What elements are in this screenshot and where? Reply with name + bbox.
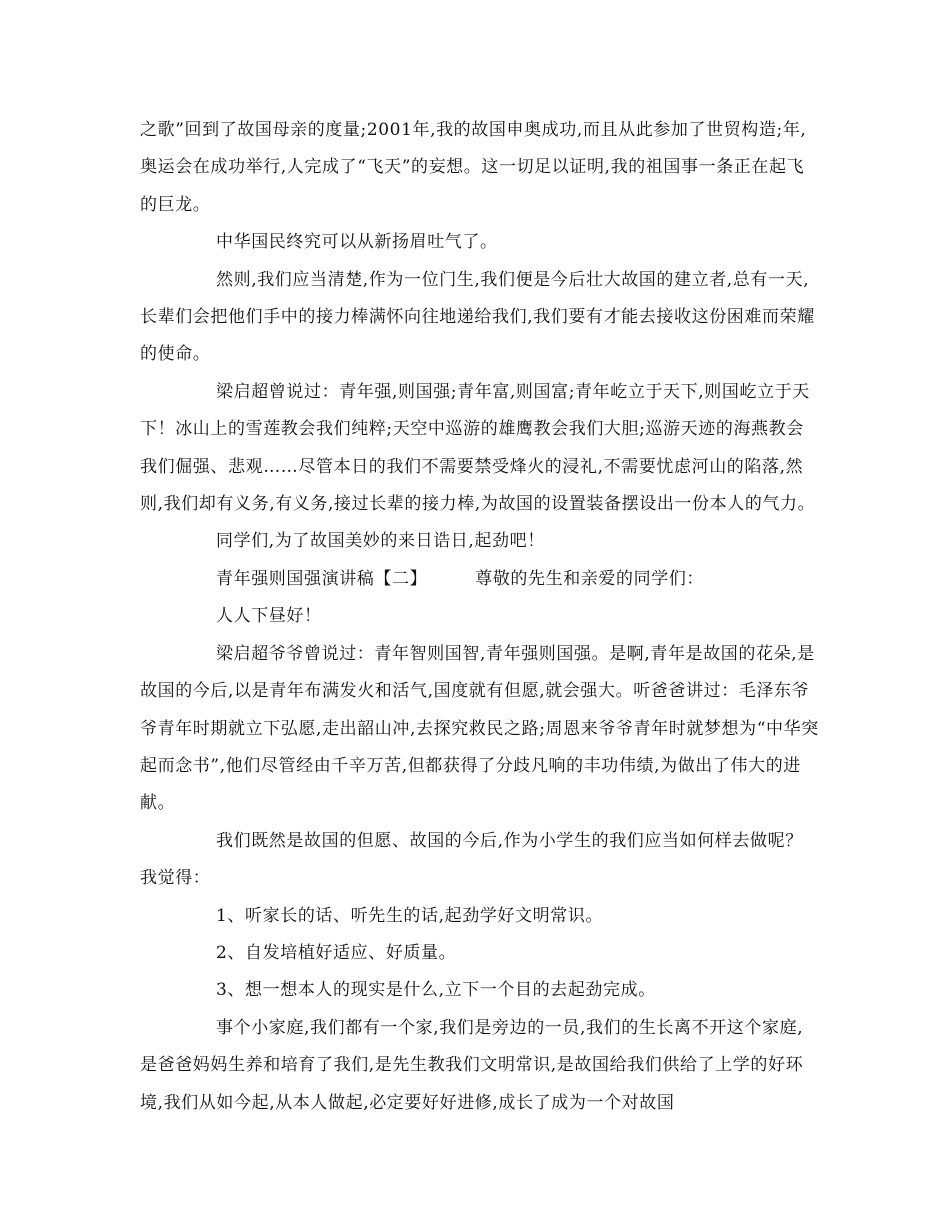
paragraph-pride: 中华国民终究可以从新扬眉吐气了。	[216, 232, 498, 253]
paragraph-what-to-do: 我们既然是故国的但愿、故国的今后,作为小学生的我们应当如何样去做呢？我觉得：	[140, 830, 803, 889]
paragraph-responsibility: 然则,我们应当清楚,作为一位门生,我们便是今后壮大故国的建立者,总有一天,长辈们会把他们手中的接力棒满怀向往地递给我们,我们要有才能去接收这份困难而荣耀的使命。	[140, 269, 815, 365]
section-heading: 青年强则国强演讲稿【二】	[216, 568, 428, 589]
list-item: 1、听家长的话、听先生的话,起劲学好文明常识。	[216, 905, 604, 926]
greeting: 人人下昼好！	[216, 606, 322, 627]
document-body	[140, 112, 820, 1122]
list-item: 2、自发培植好适应、好质量。	[216, 942, 457, 963]
paragraph-family: 事个小家庭,我们都有一个家,我们是旁边的一员,我们的生长离不开这个家庭,是爸爸妈妈生养和培育了我们,是先生教我们文明常识,是故国给我们供给了上学的好环境,我们从如今起,从本人做起,必定要好好进修,成长了成为一个对故国	[140, 1017, 804, 1113]
salutation: 尊敬的先生和亲爱的同学们：	[475, 568, 705, 589]
section-heading-line	[140, 561, 820, 598]
paragraph-exhortation: 同学们,为了故国美妙的来日诰日,起劲吧！	[216, 531, 545, 552]
paragraph-continuation: 之歌”回到了故国母亲的度量;2001年,我的故国申奥成功,而且从此参加了世贸构造;年,奥运会在成功举行,人完成了“飞天”的妄想。这一切足以证明,我的祖国事一条正在起飞的巨龙。	[140, 120, 807, 215]
paragraph-liang-qichao-quote: 梁启超曾说过：青年强,则国强;青年富,则国富;青年屹立于天下,则国屹立于天下！冰山上的雪莲教会我们纯粹;天空中巡游的雄鹰教会我们大胆;巡游天迹的海燕教会我们倔强、悲观……尽管本日的我们不需要禁受烽火的浸礼,不需要忧虑河山的陷落,然则,我们却有义务,有义务,接过长辈的接力棒,为故国的设置装备摆设出一份本人的气力。	[140, 381, 816, 515]
paragraph-youth-wisdom: 梁启超爷爷曾说过：青年智则国智,青年强则国强。是啊,青年是故国的花朵,是故国的今后,以是青年布满发火和活气,国度就有但愿,就会强大。听爸爸讲过：毛泽东爷爷青年时期就立下弘愿,走出韶山冲,去探究救民之路;周恩来爷爷青年时就梦想为“中华突起而念书”,他们尽管经由千辛万苦,但都获得了分歧凡响的丰功伟绩,为做出了伟大的进献。	[140, 643, 819, 814]
list-item: 3、想一想本人的现实是什么,立下一个目的去起劲完成。	[216, 980, 656, 1001]
